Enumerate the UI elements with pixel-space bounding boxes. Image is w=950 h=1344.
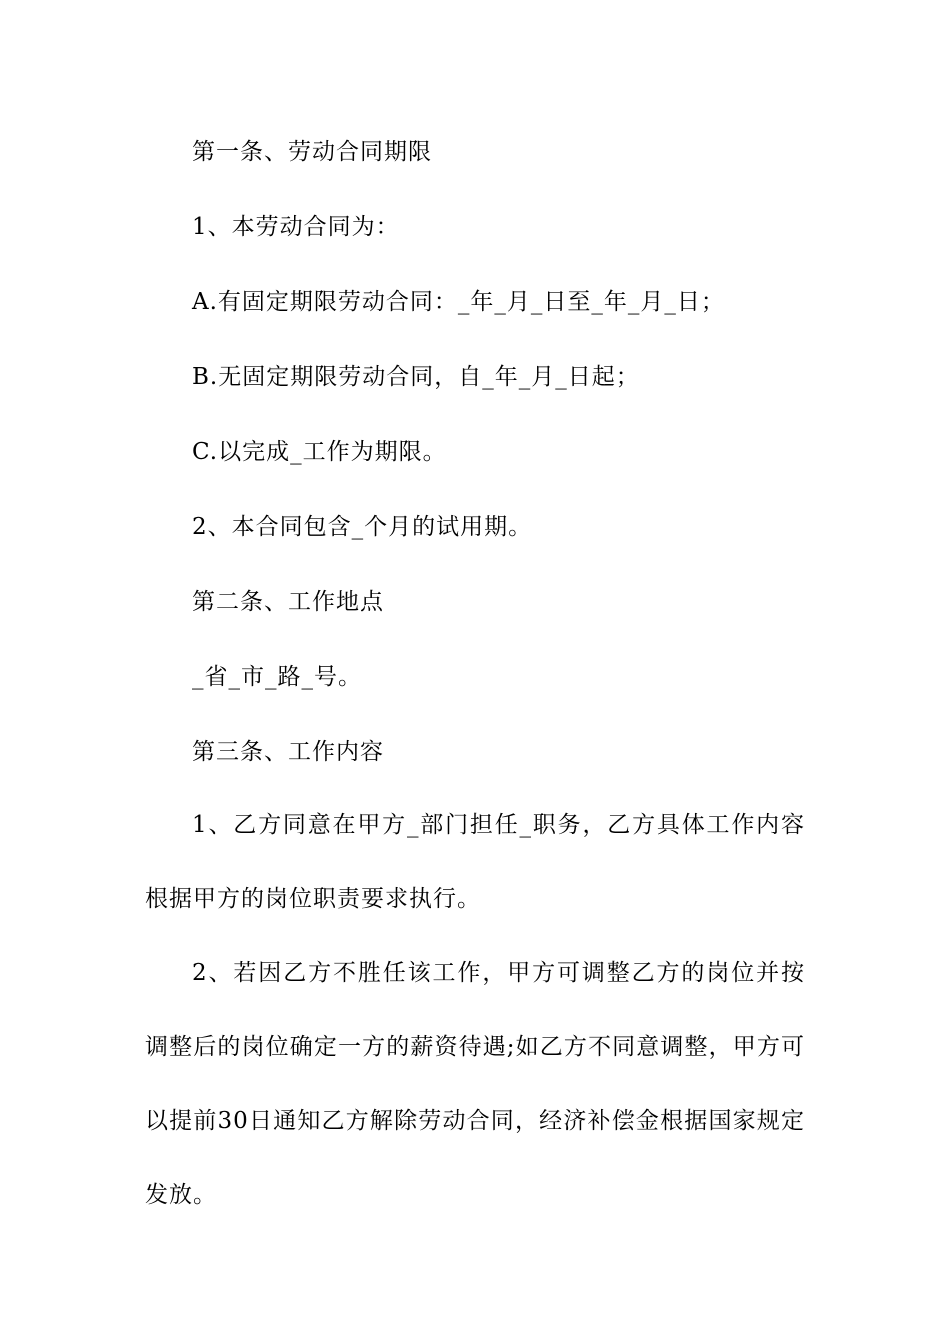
article3-item2: 2、若因乙方不胜任该工作，甲方可调整乙方的岗位并按调整后的岗位确定一方的薪资待遇;如乙方不同意调整，甲方可以提前30日通知乙方解除劳动合同，经济补偿金根据国家规定发放。 (145, 960, 805, 1208)
article3-heading: 第三条、工作内容 (192, 739, 384, 765)
article1-option-b: B.无固定期限劳动合同，自_年_月_日起； (192, 364, 640, 390)
article1-option-c: C.以完成_工作为期限。 (192, 439, 447, 465)
article1-item1: 1、本劳动合同为： (192, 214, 400, 240)
article1-item2: 2、本合同包含_个月的试用期。 (192, 514, 533, 540)
article2-address: _省_市_路_号。 (192, 664, 362, 690)
article2-heading: 第二条、工作地点 (192, 589, 384, 615)
article1-heading: 第一条、劳动合同期限 (192, 139, 432, 165)
article1-option-a: A.有固定期限劳动合同：_年_月_日至_年_月_日； (192, 289, 725, 315)
article3-item1: 1、乙方同意在甲方_部门担任_职务，乙方具体工作内容根据甲方的岗位职责要求执行。 (145, 812, 805, 912)
